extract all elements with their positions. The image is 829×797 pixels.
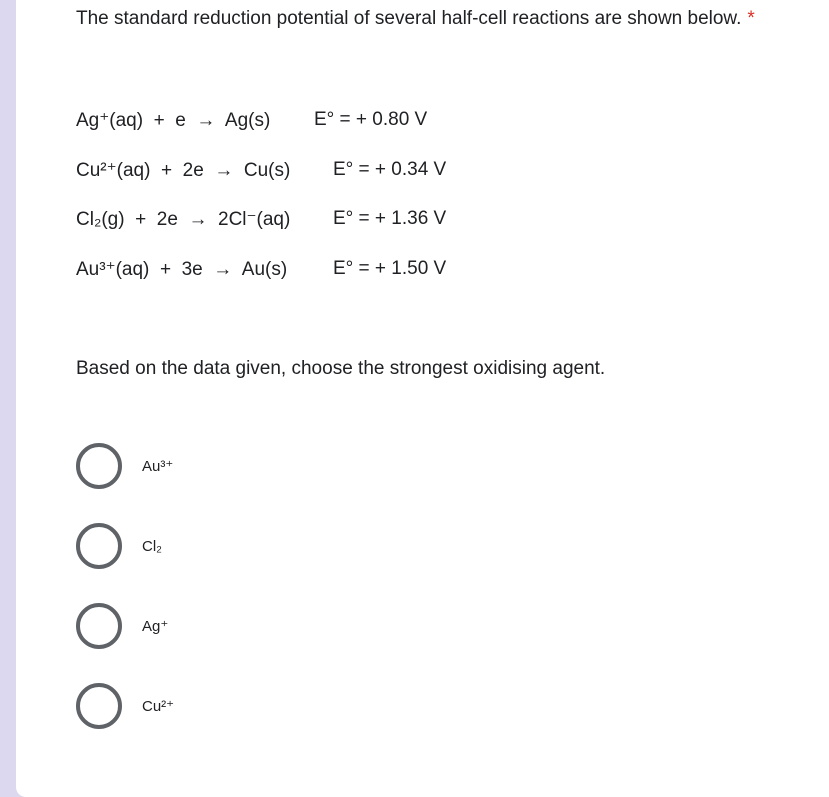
radio-button[interactable] <box>76 523 122 569</box>
question-card <box>16 0 829 797</box>
reaction-potential: E° = + 0.80 V <box>314 109 428 130</box>
radio-button[interactable] <box>76 443 122 489</box>
required-marker: * <box>747 8 755 29</box>
option-cu2[interactable] <box>76 683 174 729</box>
question-title-text: The standard reduction potential of several half-cell reactions are shown below. <box>76 8 742 29</box>
option-label: Cl₂ <box>142 537 162 555</box>
radio-button[interactable] <box>76 603 122 649</box>
option-label: Cu²⁺ <box>142 698 175 715</box>
reaction-potential: E° = + 1.36 V <box>333 208 447 229</box>
option-label: Au³⁺ <box>142 458 174 475</box>
question-title <box>76 8 755 30</box>
reaction-potential: E° = + 0.34 V <box>333 159 447 180</box>
reaction-equation: Cl₂(g) + 2e → 2Cl⁻(aq) <box>76 209 291 230</box>
radio-button[interactable] <box>76 683 122 729</box>
reaction-equation: Cu²⁺(aq) + 2e → Cu(s) <box>76 160 291 181</box>
option-au3[interactable] <box>76 443 173 489</box>
reaction-equation: Au³⁺(aq) + 3e → Au(s) <box>76 259 288 280</box>
question-prompt: Based on the data given, choose the strongest oxidising agent. <box>76 358 606 379</box>
reaction-equation: Ag⁺(aq) + e → Ag(s) <box>76 110 271 131</box>
reaction-potential: E° = + 1.50 V <box>333 258 447 279</box>
option-label: Ag⁺ <box>142 618 169 635</box>
option-ag[interactable] <box>76 603 168 649</box>
option-cl2[interactable] <box>76 523 162 569</box>
